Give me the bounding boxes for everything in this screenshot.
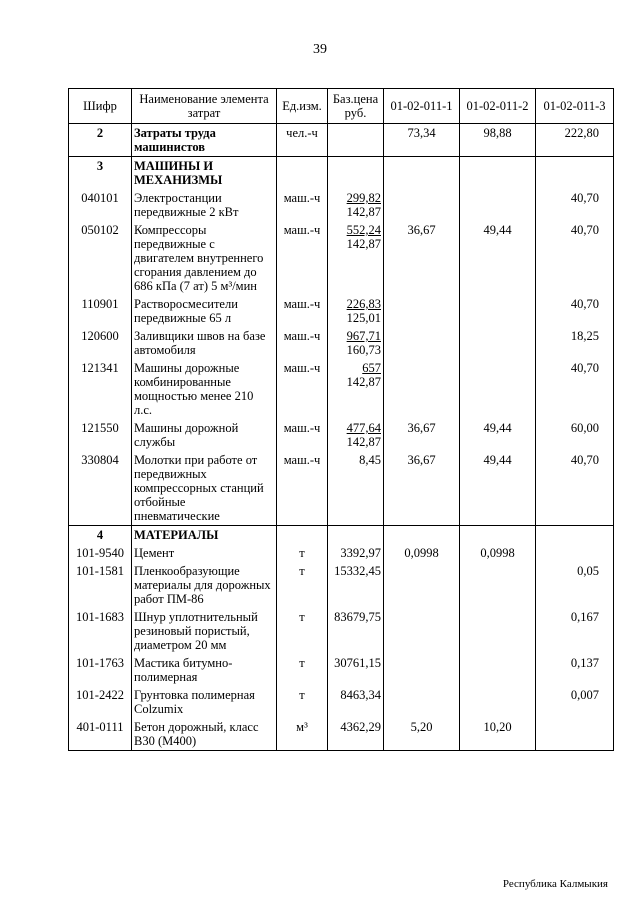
cell-v1: 5,20 [384,718,460,751]
cell-v2 [460,359,536,419]
cell-unit: м³ [277,718,328,751]
section-row [69,157,614,190]
cell-name: Грунтовка полимерная Colzumix [132,686,277,718]
cell-v3: 0,05 [536,562,614,608]
cell-code: 101-1683 [69,608,132,654]
table-row [69,359,614,419]
cell-name: Машины дорожной службы [132,419,277,451]
cell-v1 [384,189,460,221]
cell-name: Шнур уплотнительный резиновый пористый, диаметром 20 мм [132,608,277,654]
cell-v3: 60,00 [536,419,614,451]
cell-unit: т [277,608,328,654]
cell-v1: 73,34 [384,124,460,157]
cell-v2 [460,295,536,327]
cell-v3: 0,137 [536,654,614,686]
cell-code: 050102 [69,221,132,295]
cell-price [328,157,384,190]
cell-price [328,359,384,419]
cell-code: 4 [69,526,132,545]
cell-name: Молотки при работе от передвижных компрессорных станций отбойные пневматические [132,451,277,526]
cell-v3: 40,70 [536,221,614,295]
cell-name: Растворосмесители передвижные 65 л [132,295,277,327]
cell-v3: 0,167 [536,608,614,654]
cell-unit: маш.-ч [277,451,328,526]
header-v1: 01-02-011-1 [384,89,460,124]
cell-price [328,451,384,526]
cell-code: 120600 [69,327,132,359]
price-value: 226,83 [346,297,381,311]
cell-price [328,526,384,545]
price-secondary: 125,01 [346,311,381,325]
cell-code: 121550 [69,419,132,451]
table-row [69,686,614,718]
cell-code: 3 [69,157,132,190]
cell-unit: т [277,544,328,562]
cell-v2: 98,88 [460,124,536,157]
cell-code: 2 [69,124,132,157]
cell-v1 [384,295,460,327]
cell-unit [277,526,328,545]
cell-v2 [460,327,536,359]
cell-unit: т [277,686,328,718]
table-body [69,124,614,751]
cell-v2: 49,44 [460,451,536,526]
cell-v2 [460,562,536,608]
cell-price [328,419,384,451]
cell-code: 110901 [69,295,132,327]
table-row [69,608,614,654]
table-row [69,451,614,526]
cell-name: Мастика битумно-полимерная [132,654,277,686]
cell-v2: 10,20 [460,718,536,751]
cell-v1 [384,526,460,545]
cell-v3: 40,70 [536,359,614,419]
price-value: 967,71 [346,329,381,343]
price-value: 15332,45 [334,564,381,578]
price-secondary: 142,87 [346,435,381,449]
cell-price [328,295,384,327]
cell-v1 [384,686,460,718]
price-value: 8463,34 [340,688,381,702]
cell-v2 [460,157,536,190]
cell-unit: маш.-ч [277,419,328,451]
cell-v3: 0,007 [536,686,614,718]
price-value: 657 [362,361,381,375]
cell-v2 [460,608,536,654]
table-row [69,654,614,686]
cell-name: Бетон дорожный, класс В30 (М400) [132,718,277,751]
cell-name: Пленкообразующие материалы для дорожных работ ПМ-86 [132,562,277,608]
cell-v1: 36,67 [384,419,460,451]
cell-name: Электростанции передвижные 2 кВт [132,189,277,221]
price-value: 83679,75 [334,610,381,624]
cell-v3: 40,70 [536,295,614,327]
cell-v1 [384,562,460,608]
cell-v1 [384,654,460,686]
cell-code: 101-1581 [69,562,132,608]
cell-v1: 36,67 [384,221,460,295]
cell-name: Компрессоры передвижные с двигателем внутреннего сгорания давлением до 686 кПа (7 ат) 5 м³/мин [132,221,277,295]
cell-price [328,654,384,686]
cell-name: Цемент [132,544,277,562]
cell-v2 [460,526,536,545]
cell-price [328,686,384,718]
cell-price [328,608,384,654]
price-secondary: 142,87 [346,205,381,219]
cell-price [328,327,384,359]
cost-table [68,88,614,751]
cell-name: МАТЕРИАЛЫ [132,526,277,545]
cell-v2: 49,44 [460,221,536,295]
cell-v3 [536,157,614,190]
cell-price [328,718,384,751]
cell-name: Затраты труда машинистов [132,124,277,157]
price-value: 477,64 [346,421,381,435]
cell-unit: маш.-ч [277,221,328,295]
cell-unit: маш.-ч [277,189,328,221]
section-row [69,526,614,545]
cell-price [328,189,384,221]
table-row [69,327,614,359]
table-row [69,189,614,221]
header-code: Шифр [69,89,132,124]
table-header-row [69,89,614,124]
cell-v2: 0,0998 [460,544,536,562]
cell-v2: 49,44 [460,419,536,451]
table-row [69,419,614,451]
cell-unit: т [277,562,328,608]
price-value: 552,24 [346,223,381,237]
header-name: Наименование элемента затрат [132,89,277,124]
cell-name: МАШИНЫ И МЕХАНИЗМЫ [132,157,277,190]
cell-price [328,124,384,157]
cell-code: 101-9540 [69,544,132,562]
cell-v3: 40,70 [536,189,614,221]
table-row [69,124,614,157]
cell-unit: маш.-ч [277,359,328,419]
cell-code: 121341 [69,359,132,419]
cell-code: 101-2422 [69,686,132,718]
cell-v2 [460,654,536,686]
table-row [69,562,614,608]
price-secondary: 142,87 [346,237,381,251]
cell-unit [277,157,328,190]
price-value: 8,45 [359,453,381,467]
cell-code: 330804 [69,451,132,526]
price-value: 299,82 [346,191,381,205]
cell-v3 [536,718,614,751]
cell-price [328,221,384,295]
cell-name: Заливщики швов на базе автомобиля [132,327,277,359]
price-value: 3392,97 [340,546,381,560]
footer-region: Республика Калмыкия [502,878,608,890]
table-row [69,718,614,751]
cell-v2 [460,189,536,221]
cell-code: 040101 [69,189,132,221]
cell-price [328,562,384,608]
table-row [69,295,614,327]
price-secondary: 160,73 [346,343,381,357]
cell-v1 [384,359,460,419]
header-v3: 01-02-011-3 [536,89,614,124]
cell-unit: маш.-ч [277,295,328,327]
cell-v3: 222,80 [536,124,614,157]
cell-code: 101-1763 [69,654,132,686]
cell-v1: 0,0998 [384,544,460,562]
price-value: 4362,29 [340,720,381,734]
page-number: 39 [313,42,327,57]
price-value: 30761,15 [334,656,381,670]
price-secondary: 142,87 [346,375,381,389]
cell-v3: 40,70 [536,451,614,526]
cell-v3: 18,25 [536,327,614,359]
cell-unit: чел.-ч [277,124,328,157]
cell-code: 401-0111 [69,718,132,751]
cell-v2 [460,686,536,718]
cell-v1 [384,157,460,190]
table-row [69,544,614,562]
cell-v3 [536,526,614,545]
header-price: Баз.цена руб. [328,89,384,124]
header-unit: Ед.изм. [277,89,328,124]
cell-price [328,544,384,562]
cell-v1: 36,67 [384,451,460,526]
cell-v3 [536,544,614,562]
cell-unit: т [277,654,328,686]
cell-unit: маш.-ч [277,327,328,359]
cell-v1 [384,608,460,654]
header-v2: 01-02-011-2 [460,89,536,124]
cell-v1 [384,327,460,359]
cell-name: Машины дорожные комбинированные мощностью менее 210 л.с. [132,359,277,419]
table-row [69,221,614,295]
